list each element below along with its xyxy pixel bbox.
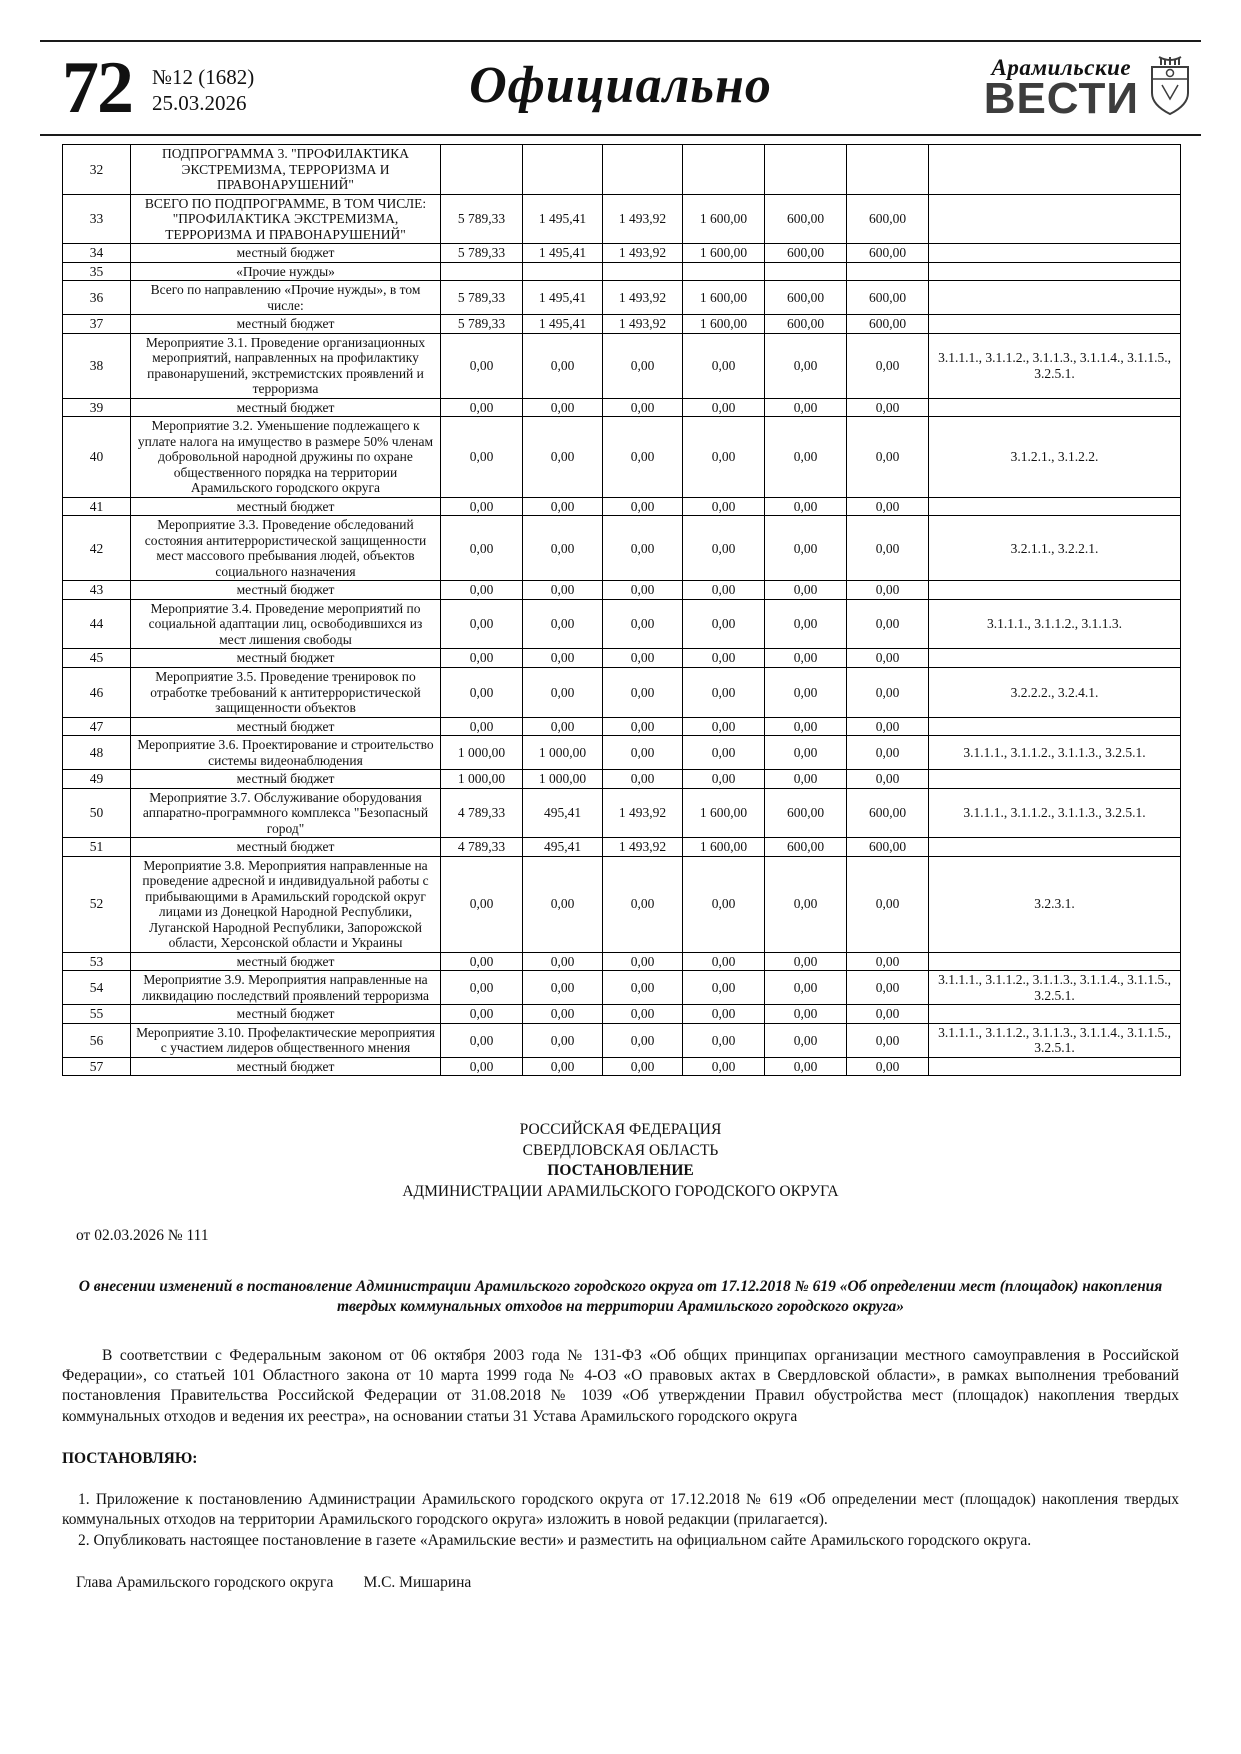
value-col-1: 0,00 [441,649,523,668]
value-col-5: 0,00 [765,856,847,952]
table-row [63,333,1181,398]
row-codes [929,581,1181,600]
value-col-1: 1 000,00 [441,770,523,789]
value-col-4: 0,00 [683,516,765,581]
value-col-4: 0,00 [683,952,765,971]
value-col-3: 0,00 [603,599,683,649]
value-col-1: 0,00 [441,856,523,952]
value-col-6: 600,00 [847,281,929,315]
section-title: Официально [469,57,772,115]
value-col-2: 1 495,41 [523,281,603,315]
row-codes [929,1005,1181,1024]
row-codes [929,262,1181,281]
value-col-5 [765,262,847,281]
row-number: 46 [63,667,131,717]
heading-line-federation: РОССИЙСКАЯ ФЕДЕРАЦИЯ [519,1121,722,1139]
row-number: 43 [63,581,131,600]
value-col-6: 0,00 [847,770,929,789]
value-col-6: 0,00 [847,398,929,417]
row-codes: 3.1.1.1., 3.1.1.2., 3.1.1.3., 3.1.1.4., 3.1.1.5., 3.2.5.1. [929,971,1181,1005]
value-col-5: 600,00 [765,788,847,838]
row-number: 57 [63,1057,131,1076]
value-col-4: 0,00 [683,599,765,649]
value-col-2: 0,00 [523,856,603,952]
value-col-3: 0,00 [603,667,683,717]
row-codes [929,281,1181,315]
value-col-3: 0,00 [603,1005,683,1024]
heading-line-administration: АДМИНИСТРАЦИИ АРАМИЛЬСКОГО ГОРОДСКОГО ОКРУГА [402,1182,839,1200]
row-number: 54 [63,971,131,1005]
value-col-2: 0,00 [523,952,603,971]
value-col-1: 0,00 [441,1005,523,1024]
row-number: 35 [63,262,131,281]
row-codes [929,398,1181,417]
row-description: ВСЕГО ПО ПОДПРОГРАММЕ, В ТОМ ЧИСЛЕ: "ПРОФИЛАКТИКА ЭКСТРЕМИЗМА, ТЕРРОРИЗМА И ПРАВОНАРУШЕНИЙ" [131,194,441,244]
row-codes [929,145,1181,195]
table-row [63,145,1181,195]
table-row [63,599,1181,649]
value-col-5: 0,00 [765,667,847,717]
value-col-1: 0,00 [441,398,523,417]
value-col-4: 1 600,00 [683,244,765,263]
row-number: 41 [63,497,131,516]
value-col-1: 5 789,33 [441,315,523,334]
brand-name-bottom: ВЕСТИ [983,73,1139,123]
value-col-6: 0,00 [847,516,929,581]
value-col-3: 0,00 [603,333,683,398]
row-description: Мероприятие 3.4. Проведение мероприятий по социальной адаптации лиц, освободившихся из мест лишения свободы [131,599,441,649]
value-col-1: 0,00 [441,667,523,717]
value-col-5: 600,00 [765,244,847,263]
table-row [63,667,1181,717]
value-col-3: 1 493,92 [603,244,683,263]
table-row [63,856,1181,952]
resolution-items [62,1490,1179,1551]
table-row [63,649,1181,668]
value-col-2 [523,145,603,195]
table-row [63,1057,1181,1076]
document-reference: от 02.03.2026 № 111 [76,1227,209,1245]
row-number: 36 [63,281,131,315]
value-col-2 [523,262,603,281]
brand-name-top: Арамильские [991,54,1132,80]
row-description: Мероприятие 3.7. Обслуживание оборудования аппаратно-программного комплекса "Безопасный город" [131,788,441,838]
row-codes: 3.1.1.1., 3.1.1.2., 3.1.1.3., 3.2.5.1. [929,736,1181,770]
row-description: местный бюджет [131,315,441,334]
row-description: местный бюджет [131,717,441,736]
value-col-2: 0,00 [523,667,603,717]
row-codes [929,838,1181,857]
row-description: Всего по направлению «Прочие нужды», в том числе: [131,281,441,315]
value-col-6: 0,00 [847,667,929,717]
value-col-4: 1 600,00 [683,838,765,857]
table-row [63,497,1181,516]
value-col-3: 0,00 [603,649,683,668]
value-col-6: 0,00 [847,333,929,398]
row-number: 37 [63,315,131,334]
value-col-2: 0,00 [523,717,603,736]
value-col-2: 0,00 [523,333,603,398]
value-col-5: 0,00 [765,599,847,649]
value-col-6: 0,00 [847,497,929,516]
heading-line-region: СВЕРДЛОВСКАЯ ОБЛАСТЬ [522,1141,719,1159]
row-codes [929,770,1181,789]
value-col-4: 0,00 [683,649,765,668]
row-codes [929,649,1181,668]
brand-text [984,56,1139,121]
row-codes [929,497,1181,516]
row-codes: 3.1.1.1., 3.1.1.2., 3.1.1.3., 3.1.1.4., 3.1.1.5., 3.2.5.1. [929,1023,1181,1057]
value-col-6: 0,00 [847,581,929,600]
value-col-2: 0,00 [523,417,603,498]
value-col-6: 600,00 [847,838,929,857]
row-description: Мероприятие 3.3. Проведение обследований состояния антитеррористической защищенности мест массового пребывания людей, объектов социального назначения [131,516,441,581]
value-col-6: 0,00 [847,856,929,952]
value-col-4: 0,00 [683,1023,765,1057]
table-row [63,581,1181,600]
row-description: ПОДПРОГРАММА 3. "ПРОФИЛАКТИКА ЭКСТРЕМИЗМА, ТЕРРОРИЗМА И ПРАВОНАРУШЕНИЙ" [131,145,441,195]
value-col-1: 5 789,33 [441,194,523,244]
value-col-6: 600,00 [847,788,929,838]
value-col-1: 5 789,33 [441,244,523,263]
row-description: Мероприятие 3.1. Проведение организационных мероприятий, направленных на профилактику правонарушений, экстремистских проявлений и терроризма [131,333,441,398]
table-row [63,315,1181,334]
value-col-3: 0,00 [603,736,683,770]
row-description: Мероприятие 3.9. Мероприятия направленные на ликвидацию последствий проявлений терроризма [131,971,441,1005]
row-number: 51 [63,838,131,857]
coat-of-arms-icon [1147,55,1193,122]
row-description: местный бюджет [131,244,441,263]
value-col-6: 0,00 [847,971,929,1005]
row-description: местный бюджет [131,581,441,600]
row-description: местный бюджет [131,649,441,668]
table-row [63,952,1181,971]
value-col-5: 600,00 [765,315,847,334]
document-heading [62,1120,1179,1202]
value-col-5: 0,00 [765,516,847,581]
value-col-2: 1 495,41 [523,244,603,263]
value-col-1: 0,00 [441,1057,523,1076]
table-row [63,770,1181,789]
row-codes: 3.2.1.1., 3.2.2.1. [929,516,1181,581]
value-col-5: 0,00 [765,1023,847,1057]
value-col-1 [441,145,523,195]
row-description: местный бюджет [131,838,441,857]
issue-date: 25.03.2026 [152,91,247,115]
value-col-1: 0,00 [441,952,523,971]
row-description: местный бюджет [131,1005,441,1024]
table-row [63,971,1181,1005]
value-col-4: 0,00 [683,333,765,398]
value-col-3: 0,00 [603,717,683,736]
value-col-6: 0,00 [847,952,929,971]
table-row [63,194,1181,244]
document-subject: О внесении изменений в постановление Администрации Арамильского городского округа от 17.12.2018 № 619 «Об определении мест (площадок) накопления твердых коммунальных отходов на территории Арамильского городского округа» [78,1277,1163,1316]
value-col-3: 0,00 [603,770,683,789]
value-col-1: 0,00 [441,497,523,516]
value-col-2: 1 495,41 [523,315,603,334]
row-number: 40 [63,417,131,498]
value-col-6: 600,00 [847,194,929,244]
value-col-1: 0,00 [441,581,523,600]
value-col-5: 0,00 [765,497,847,516]
value-col-3: 0,00 [603,1023,683,1057]
document-body-paragraph: В соответствии с Федеральным законом от 06 октября 2003 года № 131-ФЗ «Об общих принципах организации местного самоуправления в Российской Федерации», со статьей 101 Областного закона от 10 марта 1999 года № 4-ОЗ «О правовых актах в Свердловской области», в рамках выполнения требований постановления Правительства Российской Федерации от 31.08.2018 № 1039 «Об утверждении Правил обустройства мест (площадок) накопления твердых коммунальных отходов и ведения их реестра», на основании статьи 31 Устава Арамильского городского округа [62,1346,1179,1425]
row-codes [929,1057,1181,1076]
value-col-4: 1 600,00 [683,315,765,334]
row-number: 52 [63,856,131,952]
value-col-2: 0,00 [523,649,603,668]
value-col-6: 0,00 [847,1005,929,1024]
value-col-5: 0,00 [765,717,847,736]
value-col-3: 0,00 [603,971,683,1005]
value-col-5: 0,00 [765,417,847,498]
value-col-2: 0,00 [523,398,603,417]
value-col-1: 4 789,33 [441,788,523,838]
page-number: 72 [62,46,132,129]
value-col-2: 1 000,00 [523,770,603,789]
heading-line-doctype: ПОСТАНОВЛЕНИЕ [547,1162,694,1180]
value-col-3: 0,00 [603,516,683,581]
budget-table-body [63,145,1181,1076]
value-col-1: 0,00 [441,717,523,736]
value-col-3 [603,262,683,281]
value-col-3 [603,145,683,195]
value-col-6: 0,00 [847,1023,929,1057]
row-number: 53 [63,952,131,971]
table-row [63,281,1181,315]
value-col-2: 0,00 [523,599,603,649]
value-col-2: 495,41 [523,838,603,857]
value-col-1: 0,00 [441,599,523,649]
value-col-4: 0,00 [683,1005,765,1024]
row-number: 47 [63,717,131,736]
value-col-2: 0,00 [523,1005,603,1024]
value-col-5 [765,145,847,195]
value-col-2: 0,00 [523,516,603,581]
row-number: 48 [63,736,131,770]
value-col-4: 0,00 [683,736,765,770]
row-number: 49 [63,770,131,789]
row-codes [929,194,1181,244]
value-col-4: 0,00 [683,856,765,952]
value-col-5: 0,00 [765,770,847,789]
value-col-4: 1 600,00 [683,788,765,838]
table-row [63,1005,1181,1024]
value-col-3: 0,00 [603,856,683,952]
value-col-6: 0,00 [847,599,929,649]
row-description: местный бюджет [131,398,441,417]
row-codes [929,952,1181,971]
table-row [63,398,1181,417]
value-col-1: 0,00 [441,1023,523,1057]
row-number: 44 [63,599,131,649]
value-col-5: 0,00 [765,736,847,770]
table-row [63,262,1181,281]
value-col-5: 0,00 [765,952,847,971]
value-col-4: 0,00 [683,717,765,736]
budget-table [62,144,1181,1076]
row-description: местный бюджет [131,497,441,516]
value-col-4: 0,00 [683,971,765,1005]
value-col-5: 0,00 [765,398,847,417]
page-header [40,40,1201,136]
value-col-1: 4 789,33 [441,838,523,857]
signature-line [62,1573,1179,1593]
value-col-3: 0,00 [603,497,683,516]
row-description: Мероприятие 3.8. Мероприятия направленные на проведение адресной и индивидуальной работы с прибывающими в Арамильский городской округ лицами из Донецкой Народной Республики, Луганской Народной Республики, Запорожской области, Херсонской области и Украины [131,856,441,952]
signature-name: М.С. Мишарина [363,1574,472,1592]
table-row [63,1023,1181,1057]
value-col-3: 1 493,92 [603,838,683,857]
value-col-1 [441,262,523,281]
row-codes: 3.1.1.1., 3.1.1.2., 3.1.1.3., 3.1.1.4., 3.1.1.5., 3.2.5.1. [929,333,1181,398]
issue-number: №12 (1682) [152,64,255,89]
value-col-5: 0,00 [765,971,847,1005]
value-col-2: 0,00 [523,971,603,1005]
value-col-1: 0,00 [441,417,523,498]
value-col-4 [683,145,765,195]
row-number: 32 [63,145,131,195]
table-row [63,717,1181,736]
value-col-4: 0,00 [683,398,765,417]
value-col-3: 0,00 [603,1057,683,1076]
table-row [63,417,1181,498]
value-col-2: 495,41 [523,788,603,838]
value-col-6: 0,00 [847,1057,929,1076]
row-codes: 3.2.3.1. [929,856,1181,952]
row-description: Мероприятие 3.5. Проведение тренировок по отработке требований к антитеррористической защищенности объектов [131,667,441,717]
row-codes: 3.1.1.1., 3.1.1.2., 3.1.1.3. [929,599,1181,649]
row-number: 55 [63,1005,131,1024]
value-col-2: 1 000,00 [523,736,603,770]
value-col-6: 0,00 [847,649,929,668]
row-description: «Прочие нужды» [131,262,441,281]
value-col-4: 0,00 [683,497,765,516]
table-row [63,736,1181,770]
value-col-5: 600,00 [765,281,847,315]
row-description: Мероприятие 3.2. Уменьшение подлежащего к уплате налога на имущество в размере 50% членам добровольной народной дружины по охране общественного порядка на территории Арамильского городского округа [131,417,441,498]
value-col-1: 0,00 [441,971,523,1005]
row-description: местный бюджет [131,1057,441,1076]
row-number: 45 [63,649,131,668]
row-number: 38 [63,333,131,398]
value-col-2: 0,00 [523,1023,603,1057]
row-codes [929,717,1181,736]
row-codes [929,315,1181,334]
table-row [63,244,1181,263]
row-number: 39 [63,398,131,417]
row-description: местный бюджет [131,952,441,971]
resolution-item-1: 1. Приложение к постановлению Администрации Арамильского городского округа от 17.12.2018 № 619 «Об определении мест (площадок) накопления твердых коммунальных отходов на территории Арамильского городского округа» изложить в новой редакции (прилагается). [62,1490,1179,1529]
resolution-document [62,1120,1179,1593]
resolution-item-2: 2. Опубликовать настоящее постановление в газете «Арамильские вести» и разместить на официальном сайте Арамильского городского округа. [78,1531,1032,1549]
value-col-6 [847,262,929,281]
value-col-1: 5 789,33 [441,281,523,315]
table-row [63,838,1181,857]
row-number: 42 [63,516,131,581]
value-col-5: 0,00 [765,1005,847,1024]
value-col-5: 600,00 [765,194,847,244]
newspaper-brand [984,55,1193,122]
row-codes: 3.1.1.1., 3.1.1.2., 3.1.1.3., 3.2.5.1. [929,788,1181,838]
row-codes: 3.2.2.2., 3.2.4.1. [929,667,1181,717]
value-col-4: 0,00 [683,667,765,717]
value-col-3: 1 493,92 [603,281,683,315]
value-col-5: 600,00 [765,838,847,857]
value-col-6: 0,00 [847,736,929,770]
issue-block [152,60,254,117]
value-col-6: 0,00 [847,417,929,498]
value-col-3: 0,00 [603,417,683,498]
value-col-6: 0,00 [847,717,929,736]
row-number: 33 [63,194,131,244]
signature-title: Глава Арамильского городского округа [76,1574,334,1592]
value-col-4: 0,00 [683,581,765,600]
value-col-1: 0,00 [441,333,523,398]
value-col-5: 0,00 [765,581,847,600]
value-col-6 [847,145,929,195]
value-col-4: 0,00 [683,770,765,789]
row-description: Мероприятие 3.6. Проектирование и строительство системы видеонаблюдения [131,736,441,770]
table-row [63,516,1181,581]
value-col-5: 0,00 [765,1057,847,1076]
value-col-3: 1 493,92 [603,315,683,334]
value-col-3: 0,00 [603,398,683,417]
value-col-3: 1 493,92 [603,788,683,838]
value-col-5: 0,00 [765,649,847,668]
resolve-label: ПОСТАНОВЛЯЮ: [62,1450,198,1468]
value-col-3: 0,00 [603,581,683,600]
value-col-2: 0,00 [523,497,603,516]
row-description: Мероприятие 3.10. Профелактические мероприятия с участием лидеров общественного мнения [131,1023,441,1057]
value-col-2: 0,00 [523,581,603,600]
value-col-3: 0,00 [603,952,683,971]
row-codes: 3.1.2.1., 3.1.2.2. [929,417,1181,498]
value-col-5: 0,00 [765,333,847,398]
value-col-4: 0,00 [683,1057,765,1076]
row-description: местный бюджет [131,770,441,789]
row-number: 50 [63,788,131,838]
row-number: 34 [63,244,131,263]
value-col-4: 0,00 [683,417,765,498]
value-col-2: 1 495,41 [523,194,603,244]
value-col-1: 1 000,00 [441,736,523,770]
value-col-1: 0,00 [441,516,523,581]
row-number: 56 [63,1023,131,1057]
value-col-4 [683,262,765,281]
value-col-6: 600,00 [847,244,929,263]
value-col-4: 1 600,00 [683,194,765,244]
value-col-6: 600,00 [847,315,929,334]
value-col-4: 1 600,00 [683,281,765,315]
table-row [63,788,1181,838]
value-col-2: 0,00 [523,1057,603,1076]
value-col-3: 1 493,92 [603,194,683,244]
row-codes [929,244,1181,263]
